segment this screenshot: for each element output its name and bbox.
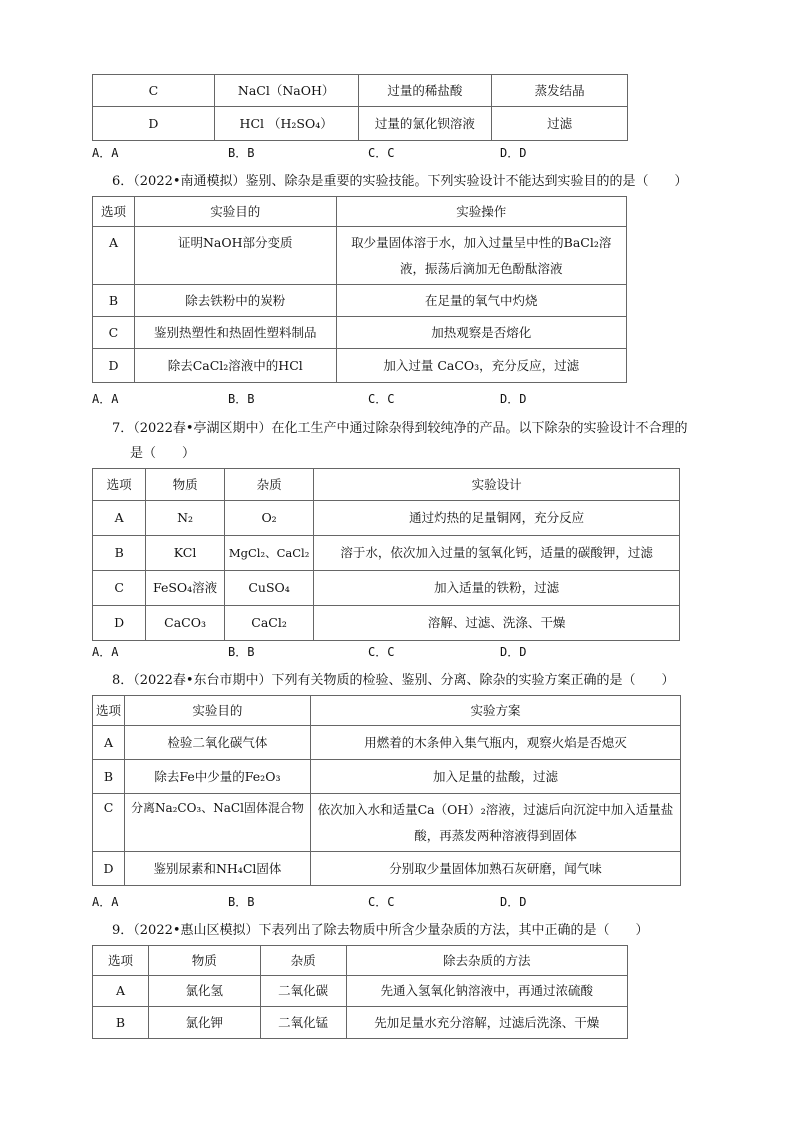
option-d: D．D <box>500 146 527 160</box>
question-8-text: 8．（2022春•东台市期中）下列有关物质的检验、鉴别、分离、除杂的实验方案正确的是（ ） <box>112 673 675 688</box>
question-7-text-line1: 7．（2022春•亭湖区期中）在化工生产中通过除杂得到较纯净的产品。以下除杂的实验设计不合理的 <box>112 421 688 436</box>
cell: O₂ <box>224 501 313 536</box>
cell: 加热观察是否熔化 <box>336 317 626 349</box>
cell: A <box>93 726 125 760</box>
table-row <box>93 349 627 383</box>
table-header <box>93 197 627 227</box>
table-header <box>93 696 681 726</box>
cell: 除去CaCl₂溶液中的HCl <box>134 349 336 383</box>
cell: C <box>93 794 125 852</box>
table-row <box>93 976 628 1007</box>
table-row <box>93 317 627 349</box>
option-a: A．A <box>92 895 119 909</box>
table-row <box>93 1007 628 1039</box>
option-c: C．C <box>368 645 395 659</box>
table-row <box>93 852 681 886</box>
option-b: B．B <box>228 392 255 406</box>
cell: B <box>93 1007 149 1039</box>
table-row <box>93 501 680 536</box>
cell: 除去Fe中少量的Fe₂O₃ <box>124 760 310 794</box>
cell: MgCl₂、CaCl₂ <box>224 536 313 571</box>
header-cell: 选项 <box>93 696 125 726</box>
table-header <box>93 469 680 501</box>
cell: D <box>93 107 215 141</box>
cell: 氯化钾 <box>148 1007 260 1039</box>
cell: 加入足量的盐酸，过滤 <box>310 760 680 794</box>
cell: CaCl₂ <box>224 606 313 641</box>
cell: 先通入氢氧化钠溶液中，再通过浓硫酸 <box>346 976 627 1007</box>
option-b: B．B <box>228 895 255 909</box>
cell: 加入过量 CaCO₃，充分反应，过滤 <box>336 349 626 383</box>
option-c: C．C <box>368 392 395 406</box>
cell: 加入适量的铁粉，过滤 <box>314 571 680 606</box>
cell: C <box>93 75 215 107</box>
cell: 蒸发结晶 <box>492 75 628 107</box>
question-7-text-line2: 是（ ） <box>130 446 196 461</box>
option-c: C．C <box>368 146 395 160</box>
cell: 鉴别热塑性和热固性塑料制品 <box>134 317 336 349</box>
cell: A <box>93 227 135 285</box>
header-cell: 除去杂质的方法 <box>346 946 627 976</box>
question-6-text: 6．（2022•南通模拟）鉴别、除杂是重要的实验技能。下列实验设计不能达到实验目的的是（ ） <box>112 174 688 189</box>
option-b: B．B <box>228 645 255 659</box>
cell: B <box>93 285 135 317</box>
cell: 证明NaOH部分变质 <box>134 227 336 285</box>
option-d: D．D <box>500 645 527 659</box>
header-cell: 实验设计 <box>314 469 680 501</box>
table-row <box>93 571 680 606</box>
table-q9 <box>92 945 628 1039</box>
cell: 溶于水，依次加入过量的氢氧化钙，适量的碳酸钾，过滤 <box>314 536 680 571</box>
table-row <box>93 536 680 571</box>
cell: CaCO₃ <box>146 606 225 641</box>
cell: KCl <box>146 536 225 571</box>
table-row <box>93 227 627 285</box>
header-cell: 选项 <box>93 197 135 227</box>
question-9-text: 9．（2022•惠山区模拟）下表列出了除去物质中所含少量杂质的方法，其中正确的是（ ） <box>112 923 649 938</box>
option-a: A．A <box>92 645 119 659</box>
table-row <box>93 726 681 760</box>
option-a: A．A <box>92 146 119 160</box>
option-d: D．D <box>500 895 527 909</box>
header-cell: 选项 <box>93 469 146 501</box>
cell: HCl （H₂SO₄） <box>214 107 358 141</box>
option-b: B．B <box>228 146 255 160</box>
table-q6 <box>92 196 627 383</box>
option-a: A．A <box>92 392 119 406</box>
cell: A <box>93 976 149 1007</box>
header-cell: 实验目的 <box>124 696 310 726</box>
header-cell: 实验目的 <box>134 197 336 227</box>
cell: D <box>93 852 125 886</box>
table-row <box>93 285 627 317</box>
cell: 依次加入水和适量Ca（OH）₂溶液，过滤后向沉淀中加入适量盐酸，再蒸发两种溶液得到固体 <box>310 794 680 852</box>
cell: 除去铁粉中的炭粉 <box>134 285 336 317</box>
table-q7 <box>92 468 680 641</box>
cell: 二氧化碳 <box>260 976 346 1007</box>
table-row <box>93 794 681 852</box>
header-cell: 实验方案 <box>310 696 680 726</box>
cell: 过量的氯化钡溶液 <box>358 107 492 141</box>
cell: B <box>93 760 125 794</box>
cell: C <box>93 317 135 349</box>
cell: D <box>93 349 135 383</box>
header-cell: 杂质 <box>260 946 346 976</box>
option-d: D．D <box>500 392 527 406</box>
header-cell: 物质 <box>148 946 260 976</box>
cell: 二氧化锰 <box>260 1007 346 1039</box>
table-row <box>93 75 628 107</box>
cell: NaCl（NaOH） <box>214 75 358 107</box>
table-row <box>93 107 628 141</box>
option-c: C．C <box>368 895 395 909</box>
header-cell: 实验操作 <box>336 197 626 227</box>
cell: C <box>93 571 146 606</box>
cell: 分别取少量固体加熟石灰研磨，闻气味 <box>310 852 680 886</box>
header-cell: 杂质 <box>224 469 313 501</box>
cell: CuSO₄ <box>224 571 313 606</box>
cell: FeSO₄溶液 <box>146 571 225 606</box>
table-header <box>93 946 628 976</box>
cell: 在足量的氧气中灼烧 <box>336 285 626 317</box>
cell: 通过灼热的足量铜网，充分反应 <box>314 501 680 536</box>
cell: 取少量固体溶于水，加入过量呈中性的BaCl₂溶液，振荡后滴加无色酚酞溶液 <box>336 227 626 285</box>
cell: 用燃着的木条伸入集气瓶内，观察火焰是否熄灭 <box>310 726 680 760</box>
table-row <box>93 760 681 794</box>
table-q5-continued <box>92 74 628 141</box>
cell: 氯化氢 <box>148 976 260 1007</box>
cell: 过量的稀盐酸 <box>358 75 492 107</box>
cell: 溶解、过滤、洗涤、干燥 <box>314 606 680 641</box>
cell: 鉴别尿素和NH₄Cl固体 <box>124 852 310 886</box>
cell: 过滤 <box>492 107 628 141</box>
table-q8 <box>92 695 681 886</box>
table-row <box>93 606 680 641</box>
header-cell: 物质 <box>146 469 225 501</box>
cell: 先加足量水充分溶解，过滤后洗涤、干燥 <box>346 1007 627 1039</box>
cell: D <box>93 606 146 641</box>
header-cell: 选项 <box>93 946 149 976</box>
cell: 检验二氧化碳气体 <box>124 726 310 760</box>
cell: N₂ <box>146 501 225 536</box>
cell: A <box>93 501 146 536</box>
cell: 分离Na₂CO₃、NaCl固体混合物 <box>124 794 310 852</box>
cell: B <box>93 536 146 571</box>
